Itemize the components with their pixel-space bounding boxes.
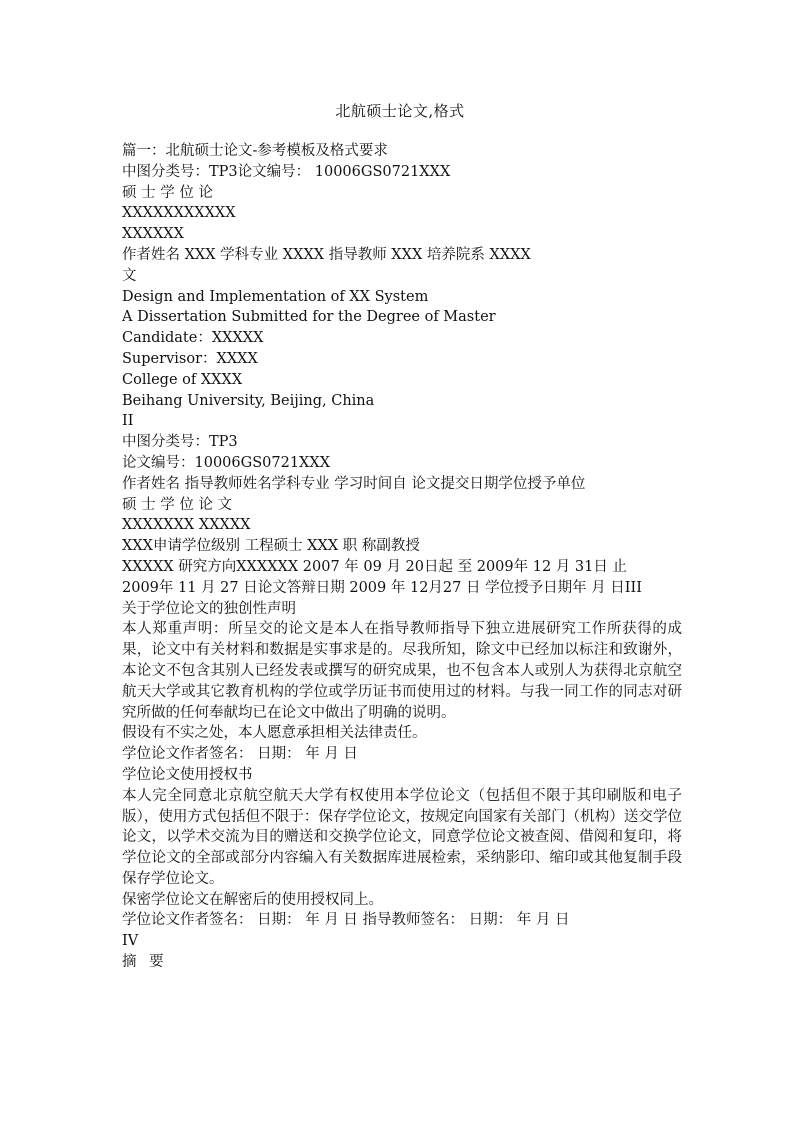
document-line: 学位论文作者签名： 日期： 年 月 日 bbox=[122, 746, 358, 763]
document-line: XXX申请学位级别 工程硕士 XXX 职 称副教授 bbox=[122, 538, 420, 555]
document-line: 文 bbox=[122, 267, 137, 284]
document-line: XXXXX 研究方向XXXXXX 2007 年 09 月 20日起 至 2009年 12 月 31日 止 bbox=[122, 558, 627, 575]
document-line: 2009年 11 月 27 日论文答辩日期 2009 年 12月27 日 学位授予日期年 月 日III bbox=[122, 579, 642, 596]
document-line: 篇一：北航硕士论文-参考模板及格式要求 bbox=[122, 143, 388, 159]
document-line: 学位论文作者签名： 日期： 年 月 日 指导教师签名： 日期： 年 月 日 bbox=[122, 912, 570, 929]
document-line: 学位论文使用授权书 bbox=[122, 766, 253, 783]
document-line: 关于学位论文的独创性声明 bbox=[122, 600, 296, 617]
document-line: 硕 士 学 位 论 文 bbox=[122, 496, 233, 513]
document-line: Candidate：XXXXX bbox=[122, 330, 264, 347]
document-line: 作者姓名 指导教师姓名学科专业 学习时间自 论文提交日期学位授予单位 bbox=[122, 475, 586, 492]
document-line: A Dissertation Submitted for the Degree of Master bbox=[122, 309, 496, 326]
document-line: Supervisor：XXXX bbox=[122, 350, 258, 367]
document-line: 假设有不实之处，本人愿意承担相关法律责任。 bbox=[122, 725, 427, 742]
document-line: Beihang University, Beijing, China bbox=[122, 392, 375, 409]
document-line: 中图分类号：TP3论文编号： 10006GS0721XXX bbox=[122, 163, 451, 180]
document-line: 中图分类号：TP3 bbox=[122, 434, 238, 451]
document-line: 作者姓名 XXX 学科专业 XXXX 指导教师 XXX 培养院系 XXXX bbox=[122, 246, 531, 263]
document-line: IV bbox=[122, 933, 139, 950]
document-line: II bbox=[122, 413, 134, 430]
document-line: 论文编号：10006GS0721XXX bbox=[122, 454, 331, 471]
document-line: XXXXXXXXXXX bbox=[122, 205, 236, 222]
document-line: 摘 要 bbox=[122, 954, 168, 971]
page-title: 北航硕士论文,格式 bbox=[335, 102, 465, 120]
document-paragraph: 本人郑重声明：所呈交的论文是本人在指导教师指导下独立进展研究工作所获得的成果，论文中有关材料和数据是实事求是的。尽我所知，除文中已经加以标注和致谢外，本论文不包含其别人已经发表或撰写的研究成果，也不包含本人或别人为获得北京航空航天大学或其它教育机构的学位或学历证书而使用过的材料。与我一同工作的同志对研究所做的任何奉献均已在论文中做出了明确的说明。 bbox=[122, 621, 682, 721]
document-body bbox=[122, 141, 682, 973]
document-line: XXXXXXX XXXXX bbox=[122, 517, 251, 534]
document-paragraph: 本人完全同意北京航空航天大学有权使用本学位论文（包括但不限于其印刷版和电子版），使用方式包括但不限于：保存学位论文，按规定向国家有关部门（机构）送交学位论文，以学术交流为目的赠送和交换学位论文，同意学位论文被查阅、借阅和复印，将学位论文的全部或部分内容编入有关数据库进展检索，采纳影印、缩印或其他复制手段保存学位论文。 bbox=[122, 787, 682, 887]
document-line: 硕 士 学 位 论 bbox=[122, 184, 213, 201]
document-line: Design and Implementation of XX System bbox=[122, 288, 429, 305]
document-line: 保密学位论文在解密后的使用授权同上。 bbox=[122, 891, 383, 908]
document-line: College of XXXX bbox=[122, 371, 243, 388]
document-line: XXXXXX bbox=[122, 226, 184, 243]
